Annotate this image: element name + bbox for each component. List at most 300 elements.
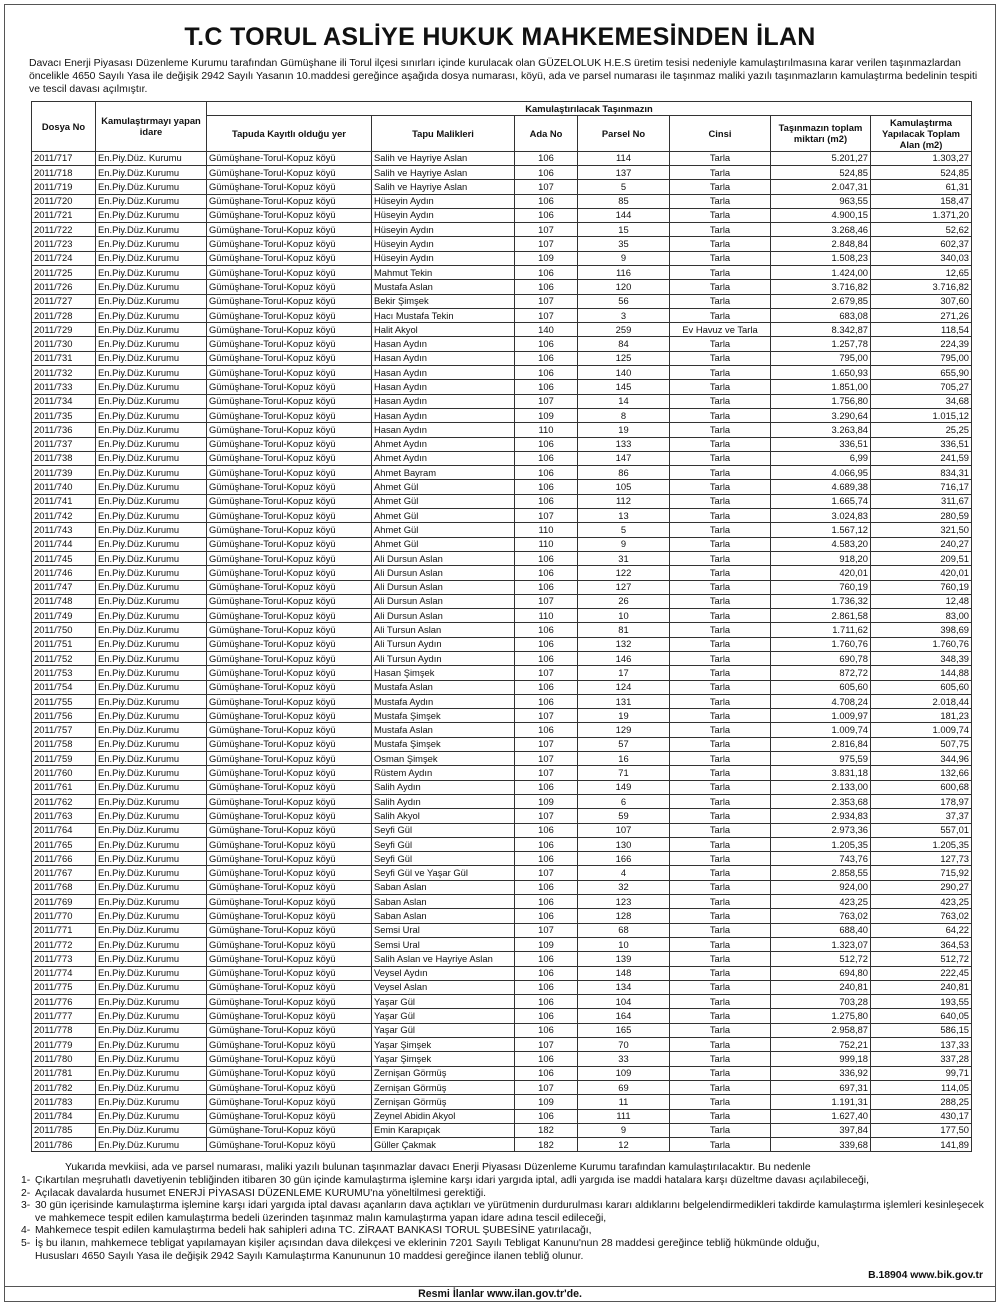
table-cell: Gümüşhane-Torul-Kopuz köyü bbox=[207, 937, 372, 951]
table-cell: 2011/718 bbox=[32, 165, 96, 179]
table-cell: 109 bbox=[515, 937, 578, 951]
table-cell: 2011/786 bbox=[32, 1138, 96, 1152]
table-cell: 25,25 bbox=[871, 423, 972, 437]
table-cell: Saban Aslan bbox=[372, 909, 515, 923]
table-cell: Gümüşhane-Torul-Kopuz köyü bbox=[207, 637, 372, 651]
table-cell: 106 bbox=[515, 466, 578, 480]
table-cell: Tarla bbox=[670, 823, 771, 837]
table-cell: 2011/781 bbox=[32, 1066, 96, 1080]
table-cell: 110 bbox=[515, 537, 578, 551]
footer-item bbox=[21, 1188, 987, 1201]
table-cell: Gümüşhane-Torul-Kopuz köyü bbox=[207, 1123, 372, 1137]
table-cell: En.Piy.Düz.Kurumu bbox=[96, 1138, 207, 1152]
table-cell: 2011/730 bbox=[32, 337, 96, 351]
table-cell: En.Piy.Düz.Kurumu bbox=[96, 1023, 207, 1037]
table-cell: En.Piy.Düz.Kurumu bbox=[96, 509, 207, 523]
footer-item bbox=[21, 1238, 987, 1251]
header-yer: Tapuda Kayıtlı olduğu yer bbox=[207, 115, 372, 151]
table-row bbox=[32, 1052, 972, 1066]
table-cell: Gümüşhane-Torul-Kopuz köyü bbox=[207, 1109, 372, 1123]
table-cell: 107 bbox=[515, 180, 578, 194]
table-cell: 106 bbox=[515, 952, 578, 966]
table-cell: Tarla bbox=[670, 866, 771, 880]
table-cell: En.Piy.Düz.Kurumu bbox=[96, 780, 207, 794]
table-cell: En.Piy.Düz.Kurumu bbox=[96, 194, 207, 208]
table-cell: 1.257,78 bbox=[771, 337, 871, 351]
table-cell: 1.371,20 bbox=[871, 208, 972, 222]
table-cell: En.Piy.Düz.Kurumu bbox=[96, 280, 207, 294]
table-cell: Gümüşhane-Torul-Kopuz köyü bbox=[207, 1038, 372, 1052]
table-row bbox=[32, 709, 972, 723]
table-cell: 2011/785 bbox=[32, 1123, 96, 1137]
table-cell: 336,51 bbox=[771, 437, 871, 451]
table-cell: En.Piy.Düz.Kurumu bbox=[96, 423, 207, 437]
table-cell: Salih Aydın bbox=[372, 794, 515, 808]
table-cell: 715,92 bbox=[871, 866, 972, 880]
table-cell: 56 bbox=[578, 294, 670, 308]
table-cell: Yaşar Gül bbox=[372, 1023, 515, 1037]
table-cell: Hasan Aydın bbox=[372, 366, 515, 380]
table-cell: 124 bbox=[578, 680, 670, 694]
announcement-page bbox=[4, 4, 996, 1302]
table-cell: 423,25 bbox=[771, 895, 871, 909]
table-cell: En.Piy.Düz.Kurumu bbox=[96, 666, 207, 680]
table-cell: Gümüşhane-Torul-Kopuz köyü bbox=[207, 1009, 372, 1023]
table-cell: 1.191,31 bbox=[771, 1095, 871, 1109]
table-cell: Gümüşhane-Torul-Kopuz köyü bbox=[207, 509, 372, 523]
table-cell: 2011/729 bbox=[32, 323, 96, 337]
table-cell: Gümüşhane-Torul-Kopuz köyü bbox=[207, 308, 372, 322]
table-cell: Ahmet Bayram bbox=[372, 466, 515, 480]
table-row bbox=[32, 1009, 972, 1023]
table-cell: Tarla bbox=[670, 895, 771, 909]
table-cell: 158,47 bbox=[871, 194, 972, 208]
table-cell: Zernişan Görmüş bbox=[372, 1095, 515, 1109]
table-cell: Gümüşhane-Torul-Kopuz köyü bbox=[207, 237, 372, 251]
table-cell: 127 bbox=[578, 580, 670, 594]
table-cell: Gümüşhane-Torul-Kopuz köyü bbox=[207, 909, 372, 923]
table-row bbox=[32, 680, 972, 694]
table-cell: 106 bbox=[515, 852, 578, 866]
table-cell: 1.205,35 bbox=[771, 837, 871, 851]
table-cell: Gümüşhane-Torul-Kopuz köyü bbox=[207, 852, 372, 866]
table-cell: 339,68 bbox=[771, 1138, 871, 1152]
table-row bbox=[32, 909, 972, 923]
footer-item-number: 5- bbox=[21, 1237, 31, 1249]
table-cell: 3.716,82 bbox=[871, 280, 972, 294]
table-cell: Gümüşhane-Torul-Kopuz köyü bbox=[207, 580, 372, 594]
table-cell: 140 bbox=[515, 323, 578, 337]
table-cell: Tarla bbox=[670, 623, 771, 637]
table-cell: 999,18 bbox=[771, 1052, 871, 1066]
table-cell: 3.024,83 bbox=[771, 509, 871, 523]
table-row bbox=[32, 923, 972, 937]
table-row bbox=[32, 323, 972, 337]
table-cell: Tarla bbox=[670, 1023, 771, 1037]
table-row bbox=[32, 609, 972, 623]
table-cell: 557,01 bbox=[871, 823, 972, 837]
table-cell: En.Piy.Düz.Kurumu bbox=[96, 852, 207, 866]
table-cell: 106 bbox=[515, 1052, 578, 1066]
table-cell: 70 bbox=[578, 1038, 670, 1052]
table-cell: 107 bbox=[578, 823, 670, 837]
table-cell: En.Piy.Düz.Kurumu bbox=[96, 594, 207, 608]
table-cell: En.Piy.Düz.Kurumu bbox=[96, 1052, 207, 1066]
table-cell: Gümüşhane-Torul-Kopuz köyü bbox=[207, 337, 372, 351]
table-cell: 2011/776 bbox=[32, 995, 96, 1009]
table-cell: Semsi Ural bbox=[372, 923, 515, 937]
header-parsel: Parsel No bbox=[578, 115, 670, 151]
table-cell: 2011/752 bbox=[32, 652, 96, 666]
table-cell: Tarla bbox=[670, 237, 771, 251]
table-cell: Gümüşhane-Torul-Kopuz köyü bbox=[207, 494, 372, 508]
table-cell: Hasan Aydın bbox=[372, 408, 515, 422]
table-cell: 2011/754 bbox=[32, 680, 96, 694]
table-cell: Tarla bbox=[670, 880, 771, 894]
table-cell: 2.047,31 bbox=[771, 180, 871, 194]
table-cell: 364,53 bbox=[871, 937, 972, 951]
table-cell: 84 bbox=[578, 337, 670, 351]
table-row bbox=[32, 723, 972, 737]
table-cell: Hüseyin Aydın bbox=[372, 194, 515, 208]
table-cell: 128 bbox=[578, 909, 670, 923]
table-cell: 129 bbox=[578, 723, 670, 737]
table-cell: Tarla bbox=[670, 737, 771, 751]
table-cell: 1.205,35 bbox=[871, 837, 972, 851]
table-cell: Hasan Aydın bbox=[372, 351, 515, 365]
table-cell: 107 bbox=[515, 1080, 578, 1094]
table-cell: Gümüşhane-Torul-Kopuz köyü bbox=[207, 837, 372, 851]
table-cell: Gümüşhane-Torul-Kopuz köyü bbox=[207, 208, 372, 222]
table-cell: Gümüşhane-Torul-Kopuz köyü bbox=[207, 551, 372, 565]
table-cell: 106 bbox=[515, 652, 578, 666]
table-cell: 120 bbox=[578, 280, 670, 294]
table-cell: En.Piy.Düz.Kurumu bbox=[96, 165, 207, 179]
table-row bbox=[32, 351, 972, 365]
table-cell: Salih Aydın bbox=[372, 780, 515, 794]
table-cell: 106 bbox=[515, 451, 578, 465]
table-cell: 132 bbox=[578, 637, 670, 651]
table-cell: Gümüşhane-Torul-Kopuz köyü bbox=[207, 609, 372, 623]
table-row bbox=[32, 980, 972, 994]
table-cell: 605,60 bbox=[871, 680, 972, 694]
intro-paragraph: Davacı Enerji Piyasası Düzenleme Kurumu tarafından Gümüşhane ili Torul ilçesi sınırları içinde kurulacak olan GÜZELOLUK H.E.S üretim tesisi nedeniyle kamulaştırılmasına karar verilen taşınmazlardan öncelikle 4650 Sayılı Yasa ile değişik 2942 Sayılı Yasanın 10.maddesi gereğince aşağıda dosya numarası, köyü, ada ve parsel numarası ile taşınmaz maliki yazılı taşınmazların kamulaştırma bedelinin tespiti ve tescil davası açılmıştır. bbox=[29, 58, 978, 96]
table-cell: Gümüşhane-Torul-Kopuz köyü bbox=[207, 895, 372, 909]
table-cell: Gümüşhane-Torul-Kopuz köyü bbox=[207, 423, 372, 437]
table-cell: 2.816,84 bbox=[771, 737, 871, 751]
table-cell: Gümüşhane-Torul-Kopuz köyü bbox=[207, 966, 372, 980]
table-cell: En.Piy.Düz.Kurumu bbox=[96, 394, 207, 408]
table-cell: Gümüşhane-Torul-Kopuz köyü bbox=[207, 265, 372, 279]
table-cell: Mustafa Aslan bbox=[372, 680, 515, 694]
table-row bbox=[32, 423, 972, 437]
table-cell: 697,31 bbox=[771, 1080, 871, 1094]
table-cell: 107 bbox=[515, 752, 578, 766]
table-cell: 4.708,24 bbox=[771, 694, 871, 708]
table-cell: 2011/784 bbox=[32, 1109, 96, 1123]
table-cell: Gümüşhane-Torul-Kopuz köyü bbox=[207, 323, 372, 337]
table-cell: Tarla bbox=[670, 566, 771, 580]
table-cell: Ali Dursun Aslan bbox=[372, 594, 515, 608]
table-cell: 19 bbox=[578, 709, 670, 723]
table-cell: 182 bbox=[515, 1123, 578, 1137]
table-cell: 137,33 bbox=[871, 1038, 972, 1052]
table-cell: Mustafa Aydın bbox=[372, 694, 515, 708]
table-cell: En.Piy.Düz.Kurumu bbox=[96, 551, 207, 565]
table-cell: 12 bbox=[578, 1138, 670, 1152]
table-row bbox=[32, 337, 972, 351]
table-cell: 106 bbox=[515, 480, 578, 494]
table-cell: 2011/764 bbox=[32, 823, 96, 837]
table-cell: 69 bbox=[578, 1080, 670, 1094]
table-cell: En.Piy.Düz.Kurumu bbox=[96, 566, 207, 580]
table-cell: Mustafa Aslan bbox=[372, 280, 515, 294]
table-cell: Gümüşhane-Torul-Kopuz köyü bbox=[207, 652, 372, 666]
table-cell: En.Piy.Düz.Kurumu bbox=[96, 323, 207, 337]
footer-notes bbox=[21, 1162, 987, 1263]
table-cell: 2011/774 bbox=[32, 966, 96, 980]
table-cell: Gümüşhane-Torul-Kopuz köyü bbox=[207, 794, 372, 808]
table-cell: En.Piy.Düz.Kurumu bbox=[96, 880, 207, 894]
table-row bbox=[32, 509, 972, 523]
table-cell: Ahmet Gül bbox=[372, 523, 515, 537]
table-cell: 107 bbox=[515, 866, 578, 880]
table-cell: 1.665,74 bbox=[771, 494, 871, 508]
table-cell: 1.009,97 bbox=[771, 709, 871, 723]
table-cell: 140 bbox=[578, 366, 670, 380]
table-cell: 640,05 bbox=[871, 1009, 972, 1023]
table-cell: Gümüşhane-Torul-Kopuz köyü bbox=[207, 809, 372, 823]
table-cell: En.Piy.Düz.Kurumu bbox=[96, 637, 207, 651]
table-cell: 19 bbox=[578, 423, 670, 437]
table-cell: 71 bbox=[578, 766, 670, 780]
table-cell: 1.736,32 bbox=[771, 594, 871, 608]
table-cell: 106 bbox=[515, 194, 578, 208]
table-cell: Tarla bbox=[670, 766, 771, 780]
table-cell: 2011/777 bbox=[32, 1009, 96, 1023]
table-cell: 423,25 bbox=[871, 895, 972, 909]
table-cell: En.Piy.Düz.Kurumu bbox=[96, 680, 207, 694]
table-cell: 57 bbox=[578, 737, 670, 751]
table-cell: 110 bbox=[515, 423, 578, 437]
table-cell: Gümüşhane-Torul-Kopuz köyü bbox=[207, 980, 372, 994]
table-cell: Seyfi Gül bbox=[372, 837, 515, 851]
table-cell: 397,84 bbox=[771, 1123, 871, 1137]
table-cell: 106 bbox=[515, 909, 578, 923]
table-cell: Emin Karapıçak bbox=[372, 1123, 515, 1137]
table-cell: 13 bbox=[578, 509, 670, 523]
table-cell: Salih Aslan ve Hayriye Aslan bbox=[372, 952, 515, 966]
table-cell: Gümüşhane-Torul-Kopuz köyü bbox=[207, 666, 372, 680]
table-cell: 240,81 bbox=[871, 980, 972, 994]
table-cell: 2011/782 bbox=[32, 1080, 96, 1094]
table-row bbox=[32, 265, 972, 279]
table-cell: Tarla bbox=[670, 466, 771, 480]
table-cell: 106 bbox=[515, 623, 578, 637]
table-cell: Tarla bbox=[670, 537, 771, 551]
table-cell: 2011/768 bbox=[32, 880, 96, 894]
table-cell: 872,72 bbox=[771, 666, 871, 680]
table-cell: En.Piy.Düz.Kurumu bbox=[96, 251, 207, 265]
table-cell: Mustafa Şimşek bbox=[372, 737, 515, 751]
table-cell: Gümüşhane-Torul-Kopuz köyü bbox=[207, 766, 372, 780]
table-cell: Ev Havuz ve Tarla bbox=[670, 323, 771, 337]
table-row bbox=[32, 952, 972, 966]
table-cell: 165 bbox=[578, 1023, 670, 1037]
table-row bbox=[32, 694, 972, 708]
table-cell: Tarla bbox=[670, 1080, 771, 1094]
table-row bbox=[32, 1123, 972, 1137]
table-cell: En.Piy.Düz.Kurumu bbox=[96, 537, 207, 551]
table-cell: 11 bbox=[578, 1095, 670, 1109]
table-cell: Tarla bbox=[670, 809, 771, 823]
table-cell: Ali Dursun Aslan bbox=[372, 566, 515, 580]
table-cell: 106 bbox=[515, 265, 578, 279]
table-cell: Güller Çakmak bbox=[372, 1138, 515, 1152]
table-cell: 106 bbox=[515, 494, 578, 508]
table-cell: 2011/747 bbox=[32, 580, 96, 594]
table-row bbox=[32, 794, 972, 808]
table-cell: 131 bbox=[578, 694, 670, 708]
table-cell: Yaşar Gül bbox=[372, 995, 515, 1009]
table-cell: Bekir Şimşek bbox=[372, 294, 515, 308]
table-cell: Gümüşhane-Torul-Kopuz köyü bbox=[207, 923, 372, 937]
table-row bbox=[32, 408, 972, 422]
table-cell: 1.627,40 bbox=[771, 1109, 871, 1123]
table-cell: 2011/779 bbox=[32, 1038, 96, 1052]
footer-item bbox=[21, 1225, 987, 1238]
table-cell: 271,26 bbox=[871, 308, 972, 322]
table-cell: 337,28 bbox=[871, 1052, 972, 1066]
table-cell: 35 bbox=[578, 237, 670, 251]
table-cell: 586,15 bbox=[871, 1023, 972, 1037]
table-cell: Tarla bbox=[670, 494, 771, 508]
table-cell: 107 bbox=[515, 766, 578, 780]
table-cell: En.Piy.Düz.Kurumu bbox=[96, 580, 207, 594]
footer-lead: Yukarıda mevkiisi, ada ve parsel numarası, maliki yazılı bulunan taşınmazlar davacı Enerji Piyasası Düzenleme Kurumu tarafından kamulaştırılacaktır. Bu nedenle bbox=[65, 1162, 811, 1174]
table-cell: 146 bbox=[578, 652, 670, 666]
table-cell: 2011/763 bbox=[32, 809, 96, 823]
table-cell: Yaşar Şimşek bbox=[372, 1052, 515, 1066]
table-cell: 2011/737 bbox=[32, 437, 96, 451]
table-cell: 1.015,12 bbox=[871, 408, 972, 422]
table-cell: Ali Tursun Aydın bbox=[372, 652, 515, 666]
table-cell: En.Piy.Düz.Kurumu bbox=[96, 723, 207, 737]
table-cell: 139 bbox=[578, 952, 670, 966]
table-cell: 763,02 bbox=[771, 909, 871, 923]
table-cell: 109 bbox=[578, 1066, 670, 1080]
table-cell: 1.303,27 bbox=[871, 151, 972, 165]
table-row bbox=[32, 294, 972, 308]
table-cell: 1.567,12 bbox=[771, 523, 871, 537]
table-cell: 32 bbox=[578, 880, 670, 894]
table-cell: En.Piy.Düz.Kurumu bbox=[96, 308, 207, 322]
table-cell: Tarla bbox=[670, 151, 771, 165]
table-cell: Gümüşhane-Torul-Kopuz köyü bbox=[207, 1095, 372, 1109]
table-cell: Gümüşhane-Torul-Kopuz köyü bbox=[207, 1080, 372, 1094]
table-cell: Tarla bbox=[670, 408, 771, 422]
table-cell: 106 bbox=[515, 1009, 578, 1023]
table-cell: En.Piy.Düz.Kurumu bbox=[96, 437, 207, 451]
table-cell: 5.201,27 bbox=[771, 151, 871, 165]
table-cell: Tarla bbox=[670, 437, 771, 451]
table-cell: Gümüşhane-Torul-Kopuz köyü bbox=[207, 1066, 372, 1080]
table-cell: En.Piy.Düz.Kurumu bbox=[96, 408, 207, 422]
table-cell: 321,50 bbox=[871, 523, 972, 537]
table-cell: Tarla bbox=[670, 1052, 771, 1066]
table-cell: 109 bbox=[515, 1095, 578, 1109]
table-cell: 3.268,46 bbox=[771, 223, 871, 237]
table-cell: Gümüşhane-Torul-Kopuz köyü bbox=[207, 466, 372, 480]
header-alan: Kamulaştırma Yapılacak Toplam Alan (m2) bbox=[871, 115, 972, 151]
table-cell: Hasan Aydın bbox=[372, 394, 515, 408]
table-cell: 1.711,62 bbox=[771, 623, 871, 637]
table-cell: 398,69 bbox=[871, 623, 972, 637]
header-malik: Tapu Malikleri bbox=[372, 115, 515, 151]
table-cell: Gümüşhane-Torul-Kopuz köyü bbox=[207, 1138, 372, 1152]
table-cell: Gümüşhane-Torul-Kopuz köyü bbox=[207, 194, 372, 208]
table-cell: 107 bbox=[515, 1038, 578, 1052]
table-cell: 3.831,18 bbox=[771, 766, 871, 780]
table-cell: Gümüşhane-Torul-Kopuz köyü bbox=[207, 709, 372, 723]
table-row bbox=[32, 666, 972, 680]
table-cell: 3 bbox=[578, 308, 670, 322]
table-cell: Hasan Şimşek bbox=[372, 666, 515, 680]
table-row bbox=[32, 380, 972, 394]
table-cell: 2011/726 bbox=[32, 280, 96, 294]
table-cell: 2.018,44 bbox=[871, 694, 972, 708]
footer-item-text: Çıkartılan meşruhatlı davetiyenin tebliğinden itibaren 30 gün içinde kamulaştırma işlemine karşı idari yargıda iptal, adli yargıda ise maddi hatalara karşı düzeltme davası açılabileceği, bbox=[35, 1174, 869, 1186]
table-cell: Hüseyin Aydın bbox=[372, 251, 515, 265]
table-cell: 64,22 bbox=[871, 923, 972, 937]
table-cell: 1.756,80 bbox=[771, 394, 871, 408]
table-cell: 106 bbox=[515, 995, 578, 1009]
table-cell: Tarla bbox=[670, 1066, 771, 1080]
table-cell: 114,05 bbox=[871, 1080, 972, 1094]
table-row bbox=[32, 966, 972, 980]
table-cell: En.Piy.Düz.Kurumu bbox=[96, 895, 207, 909]
table-cell: 2011/773 bbox=[32, 952, 96, 966]
table-cell: 2011/732 bbox=[32, 366, 96, 380]
table-cell: Tarla bbox=[670, 752, 771, 766]
footer-item-text: Açılacak davalarda husumet ENERJİ PİYASASI DÜZENLEME KURUMU'na yöneltilmesi gerektiği. bbox=[35, 1187, 487, 1199]
table-cell: Ahmet Gül bbox=[372, 509, 515, 523]
table-cell: 144 bbox=[578, 208, 670, 222]
table-cell: En.Piy.Düz.Kurumu bbox=[96, 823, 207, 837]
table-cell: 107 bbox=[515, 737, 578, 751]
table-cell: Tarla bbox=[670, 609, 771, 623]
table-cell: Tarla bbox=[670, 666, 771, 680]
table-cell: 1.424,00 bbox=[771, 265, 871, 279]
table-cell: 107 bbox=[515, 594, 578, 608]
table-cell: Saban Aslan bbox=[372, 880, 515, 894]
table-cell: 85 bbox=[578, 194, 670, 208]
table-cell: 109 bbox=[515, 251, 578, 265]
table-cell: Salih ve Hayriye Aslan bbox=[372, 165, 515, 179]
table-cell: 125 bbox=[578, 351, 670, 365]
table-cell: 2011/766 bbox=[32, 852, 96, 866]
table-cell: En.Piy.Düz.Kurumu bbox=[96, 623, 207, 637]
table-cell: 137 bbox=[578, 165, 670, 179]
table-cell: Tarla bbox=[670, 394, 771, 408]
table-cell: En.Piy.Düz.Kurumu bbox=[96, 980, 207, 994]
table-cell: 2011/761 bbox=[32, 780, 96, 794]
table-cell: 99,71 bbox=[871, 1066, 972, 1080]
table-cell: Tarla bbox=[670, 480, 771, 494]
table-cell: 145 bbox=[578, 380, 670, 394]
table-cell: Tarla bbox=[670, 265, 771, 279]
table-cell: 240,27 bbox=[871, 537, 972, 551]
